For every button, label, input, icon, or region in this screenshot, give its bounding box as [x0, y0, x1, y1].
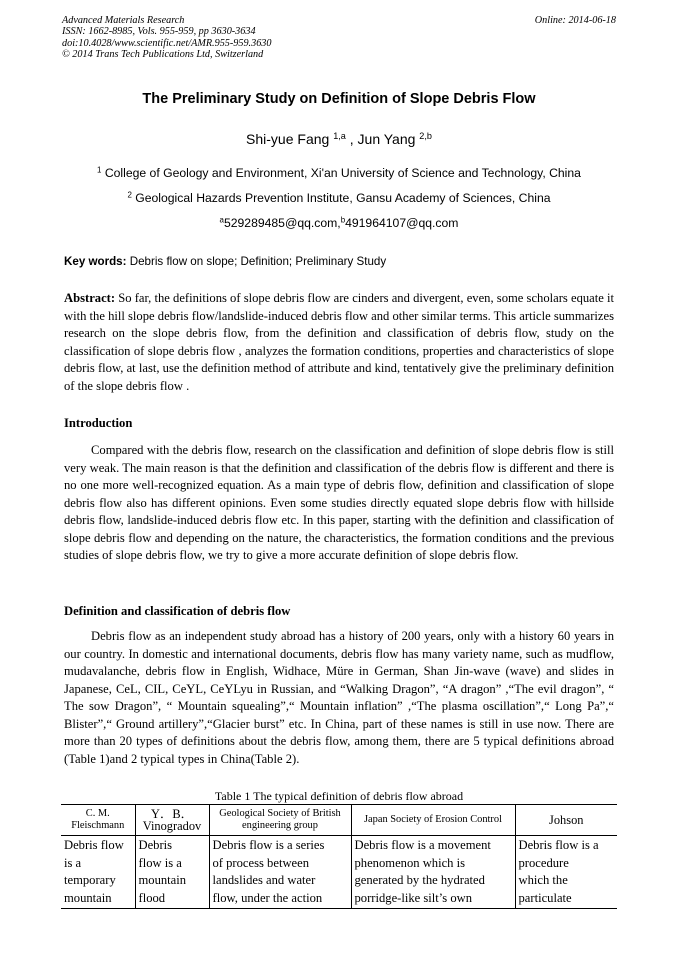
table-cell-line: Debris	[138, 838, 173, 852]
table-cell-line: is a	[64, 855, 82, 870]
keywords-label: Key words:	[64, 255, 127, 268]
author-2-affiliation-mark: 2,b	[419, 131, 432, 141]
email-a: 529289485@qq.com,	[223, 216, 341, 230]
online-date: Online: 2014-06-18	[534, 15, 616, 26]
table-cell-line: porridge-like silt’s own	[354, 890, 473, 905]
affiliation-1-mark: 1	[97, 165, 102, 175]
table-cell-line: Debris flow is a series	[212, 838, 325, 852]
affiliation-1	[0, 166, 678, 180]
abstract-label: Abstract:	[64, 291, 116, 305]
definition-heading: Definition and classification of debris flow	[64, 604, 291, 618]
definition-paragraph: Debris flow as an independent study abroad has a history of 200 years, only with a history 60 years in our country. In domestic and international documents, debris flow has many variety name, such as mudflow, mudavalanche, debris flow in English, Widhace, Müre in German, Shan Jin-wave (wave) and slides in Japanese, CeL, CIL, CeYL, CeYLyu in Russian, and “Walking Dragon”, “A dragon” ,“The evil dragon”, “ The sow Dragon”, “ Mountain squealing”,“ Mountain inflation” ,“The plasma oscillation”,“ Long Pa”,“ Blister”,“ Ground artillery”,“Glacier burst” etc. In China, part of these names is still in use now. There are more than 20 types of definitions about the debris flow, among them, there are 5 typical definitions abroad (Table 1)and 2 typical types in China(Table 2).	[64, 629, 614, 766]
table-cell	[351, 836, 515, 909]
table-cell	[135, 836, 209, 909]
abstract-text: So far, the definitions of slope debris flow are cinders and divergent, even, some scholars equate it with the hill slope debris flow/landslide-induced debris flow and other similar terms. This article summarizes research on the slope debris flow, from the definition and classification of debris flow, study on the classification of slope debris flow , analyzes the formation conditions, properties and characteristics of slope debris flow, at last, use the definition method of attribute and kind, tentatively give the preliminary definition of the slope debris flow .	[64, 291, 614, 393]
journal-header	[62, 15, 271, 60]
email-line	[0, 216, 678, 230]
table-cell-line: temporary	[64, 873, 116, 887]
table-cell	[61, 836, 135, 909]
introduction-heading: Introduction	[64, 416, 133, 430]
table-header-cell: Geological Society of British engineering group	[209, 805, 351, 836]
table-header-cell: Y．B． Vinogradov	[135, 805, 209, 836]
table-cell-line: generated by the hydrated	[354, 873, 485, 887]
affiliation-2-text: Geological Hazards Prevention Institute, Gansu Academy of Sciences, China	[131, 191, 551, 205]
affiliation-2	[0, 191, 678, 205]
email-a-mark: a	[219, 215, 224, 225]
table-header-cell: Japan Society of Erosion Control	[351, 805, 515, 836]
table-cell-line: Debris flow	[64, 838, 124, 852]
table-cell-line: phenomenon which is	[354, 855, 466, 870]
table-cell-line: Debris flow is a movement	[354, 838, 491, 852]
copyright-line: © 2014 Trans Tech Publications Ltd, Switzerland	[62, 48, 264, 60]
author-1-affiliation-mark: 1,a	[333, 131, 346, 141]
abstract	[64, 290, 614, 395]
table-cell-line: Debris flow is a	[518, 838, 599, 852]
table-cell-line: procedure	[518, 855, 569, 870]
table-cell-line: flow is a	[138, 855, 182, 870]
table-1-caption: Table 1 The typical definition of debris flow abroad	[214, 789, 464, 803]
table-cell-line: particulate	[518, 890, 572, 905]
table-cell-line: landslides and water	[212, 873, 316, 887]
table-header-cell: Johson	[515, 805, 617, 836]
table-cell-line: flow, under the action	[212, 890, 323, 905]
keywords-text: Debris flow on slope; Definition; Preliminary Study	[126, 255, 387, 268]
table-header-cell: C. M. Fleischmann	[61, 805, 135, 836]
email-b: 491964107@qq.com	[345, 216, 459, 230]
author-separator: , Jun Yang	[345, 131, 420, 147]
journal-name: Advanced Materials Research	[62, 15, 185, 26]
table-cell-line: mountain	[64, 890, 112, 905]
keywords	[64, 255, 386, 268]
table-cell-line: mountain	[138, 873, 187, 887]
affiliation-2-mark: 2	[127, 190, 132, 200]
table-cell-line: which the	[518, 873, 568, 887]
author-line	[0, 131, 678, 147]
table-cell-line: flood	[138, 890, 166, 905]
affiliation-1-text: College of Geology and Environment, Xi'an University of Science and Technology, China	[101, 166, 581, 180]
table-row	[61, 836, 617, 909]
table-header-row	[61, 805, 617, 836]
doi-line: doi:10.4028/www.scientific.net/AMR.955-959.3630	[62, 37, 272, 49]
table-cell	[515, 836, 617, 909]
table-cell-line: of process between	[212, 855, 310, 870]
author-1: Shi-yue Fang	[246, 131, 334, 147]
paper-title: The Preliminary Study on Definition of Slope Debris Flow	[142, 91, 536, 107]
table-1	[61, 804, 617, 909]
table-cell	[209, 836, 351, 909]
issn-line: ISSN: 1662-8985, Vols. 955-959, pp 3630-3634	[62, 26, 256, 38]
introduction-paragraph: Compared with the debris flow, research on the classification and definition of slope debris flow is still very weak. The main reason is that the definition and classification of the debris flow is different and there is no one more well-recognized equation. As a main type of debris flow, definition and classification of slope debris flow also has different opinions. Even some studies directly equated slope debris flow with hillside debris flow, landslide-induced debris flow etc. In this paper, starting with the definition and classification of slope debris flow and depending on the nature, the characteristics, the formation conditions and the previous studies of slope debris flow, we try to give a more accurate definition of slope debris flow.	[64, 443, 614, 562]
email-b-mark: b	[340, 215, 346, 225]
